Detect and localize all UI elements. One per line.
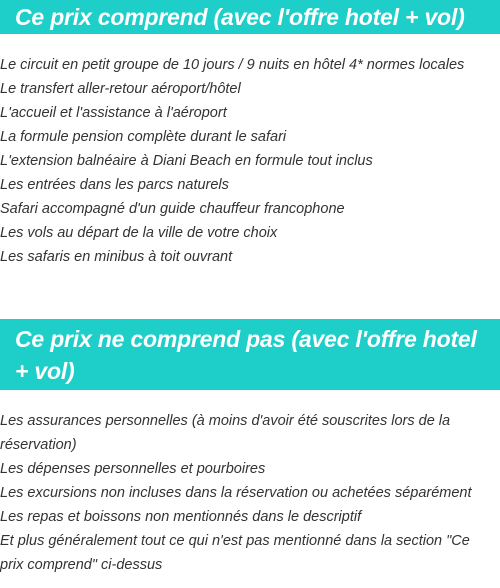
list-item: Et plus généralement tout ce qui n'est pas mentionné dans la section "Ce prix comprend" ci-dessus: [0, 533, 470, 574]
list-item: Les assurances personnelles (à moins d'avoir été souscrites lors de la réservation): [0, 413, 451, 454]
included-section: [0, 0, 500, 269]
list-item: L'accueil et l'assistance à l'aéroport: [0, 105, 227, 122]
list-item: L'extension balnéaire à Diani Beach en formule tout inclus: [0, 153, 373, 170]
list-item: Le transfert aller-retour aéroport/hôtel: [0, 81, 241, 98]
list-item: Les entrées dans les parcs naturels: [0, 177, 229, 194]
excluded-section-title: Ce prix ne comprend pas (avec l'offre hotel + vol): [0, 319, 500, 390]
list-item: La formule pension complète durant le safari: [0, 129, 287, 146]
list-item: Le circuit en petit groupe de 10 jours / 9 nuits en hôtel 4* normes locales: [0, 57, 465, 74]
excluded-list: [0, 409, 500, 577]
section-spacer: [0, 269, 500, 319]
included-list: [0, 53, 500, 269]
included-section-title: Ce prix comprend (avec l'offre hotel + vol): [0, 0, 500, 34]
excluded-section: [0, 319, 500, 577]
list-item: Safari accompagné d'un guide chauffeur francophone: [0, 201, 345, 218]
list-item: Les safaris en minibus à toit ouvrant: [0, 249, 233, 266]
list-item: Les vols au départ de la ville de votre choix: [0, 225, 278, 242]
list-item: Les dépenses personnelles et pourboires: [0, 461, 266, 478]
list-item: Les excursions non incluses dans la réservation ou achetées séparément: [0, 485, 472, 502]
list-item: Les repas et boissons non mentionnés dans le descriptif: [0, 509, 362, 526]
